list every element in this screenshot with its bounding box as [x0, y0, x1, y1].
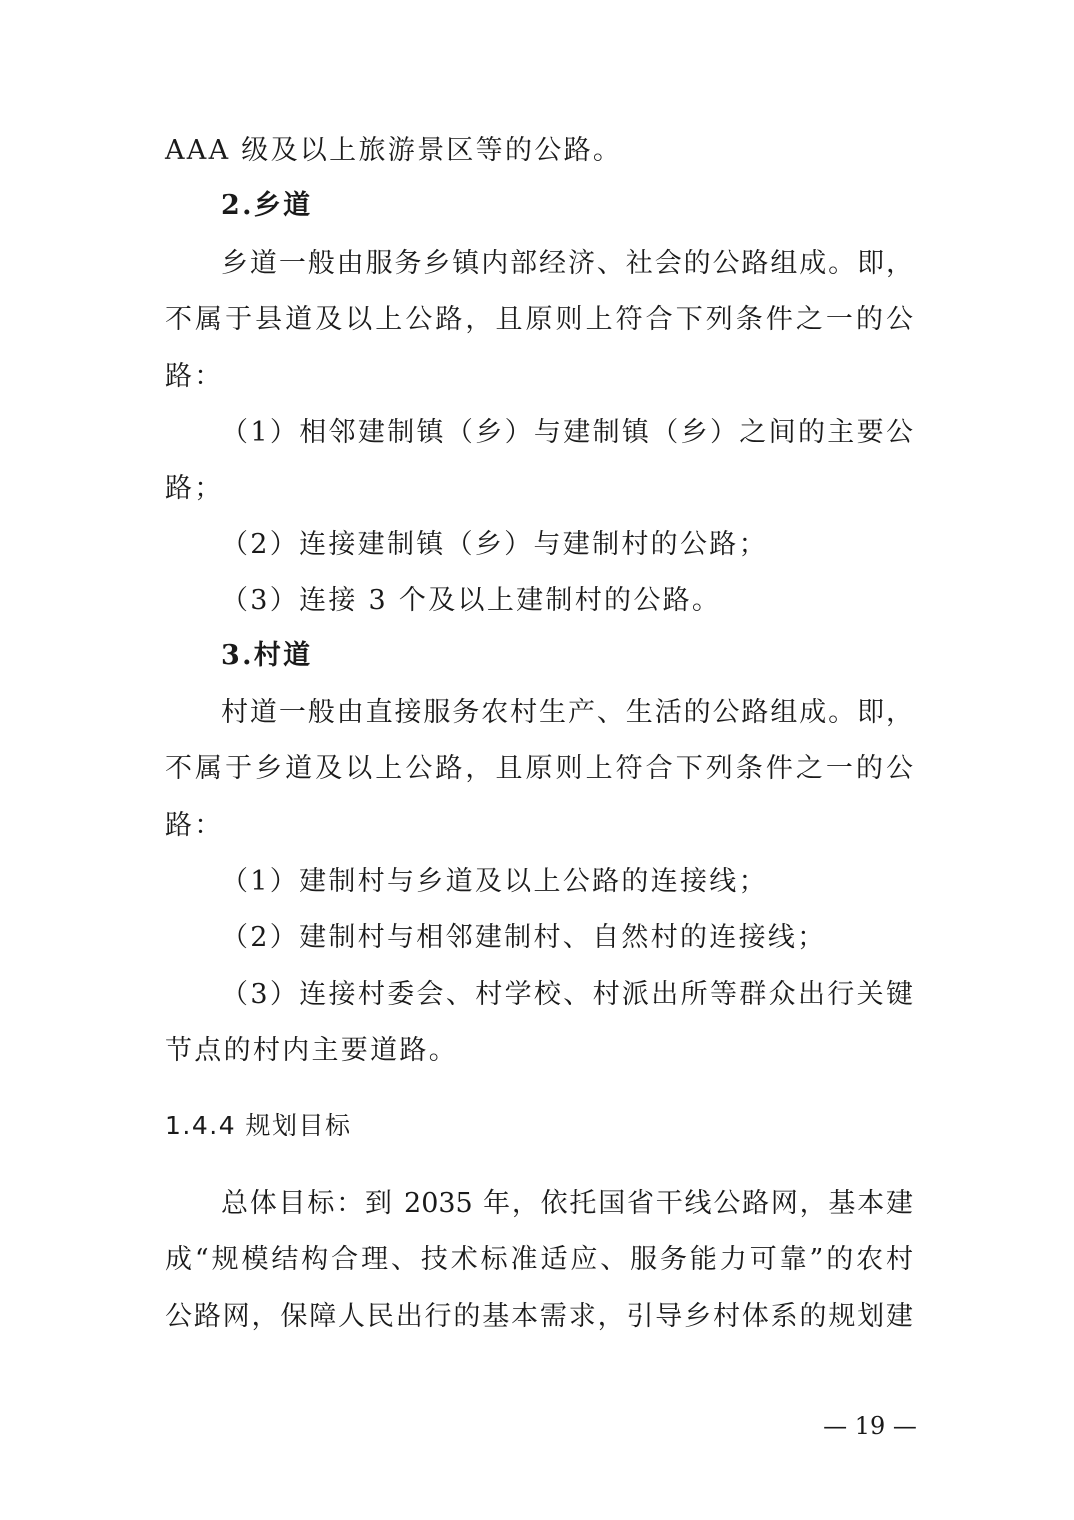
section-heading-township-road: 2.乡道 — [221, 190, 313, 221]
list-item-line: （2）建制村与相邻建制村、自然村的连接线； — [221, 922, 827, 953]
paragraph-line: 村道一般由直接服务农村生产、生活的公路组成。即， — [221, 697, 913, 728]
text-line: AAA 级及以上旅游景区等的公路。 — [165, 135, 623, 166]
list-item-line: 节点的村内主要道路。 — [165, 1035, 458, 1066]
subsection-heading-planning-goals: 1.4.4 规划目标 — [165, 1111, 352, 1140]
list-item-line: （2）连接建制镇（乡）与建制村的公路； — [221, 529, 768, 560]
paragraph-line: 成“规模结构合理、技术标准适应、服务能力可靠”的农村 — [165, 1244, 913, 1275]
list-item-line: （1）相邻建制镇（乡）与建制镇（乡）之间的主要公 — [221, 417, 913, 448]
paragraph-line: 公路网，保障人民出行的基本需求，引导乡村体系的规划建 — [165, 1301, 913, 1332]
page-number: — 19 — — [823, 1412, 917, 1440]
paragraph-line: 路： — [165, 810, 224, 841]
paragraph-line: 总体目标：到 2035 年，依托国省干线公路网，基本建 — [221, 1188, 913, 1219]
paragraph-line: 不属于县道及以上公路，且原则上符合下列条件之一的公 — [165, 304, 913, 335]
paragraph-line: 不属于乡道及以上公路，且原则上符合下列条件之一的公 — [165, 753, 913, 784]
paragraph-line: 路： — [165, 361, 224, 392]
list-item-line: （3）连接 3 个及以上建制村的公路。 — [221, 585, 722, 616]
list-item-line: （3）连接村委会、村学校、村派出所等群众出行关键 — [221, 979, 913, 1010]
list-item-line: 路； — [165, 473, 224, 504]
paragraph-line: 乡道一般由服务乡镇内部经济、社会的公路组成。即， — [221, 248, 913, 279]
list-item-line: （1）建制村与乡道及以上公路的连接线； — [221, 866, 768, 897]
section-heading-village-road: 3.村道 — [221, 640, 313, 671]
